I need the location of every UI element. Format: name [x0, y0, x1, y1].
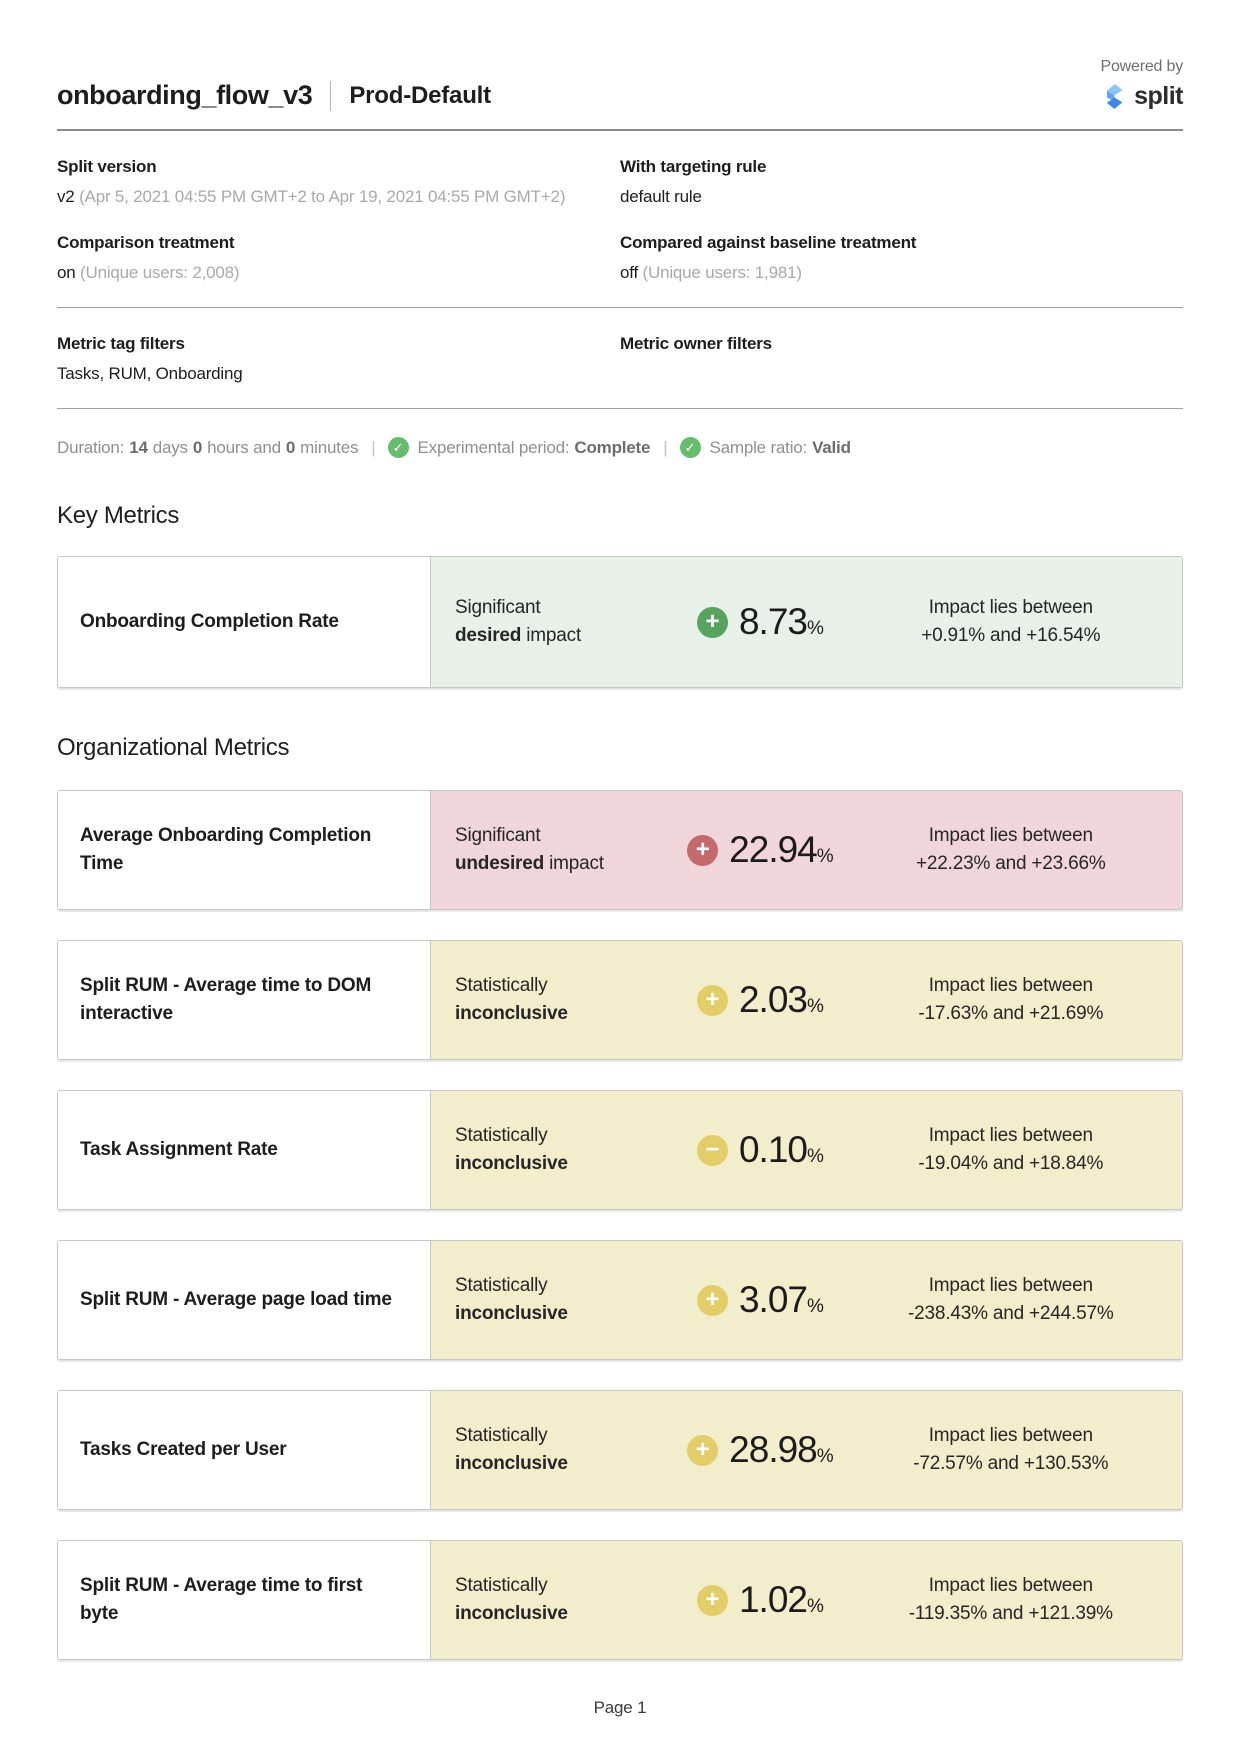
metric-status-line2 [455, 1300, 655, 1329]
metric-card [57, 1090, 1183, 1210]
metric-status-line1: Statistically [455, 974, 548, 996]
metric-status-emphasis: undesired [455, 853, 544, 874]
metric-name: Split RUM - Average page load time [58, 1241, 431, 1359]
metric-status-line1: Statistically [455, 1274, 548, 1296]
impact-range-line2: +22.23% and +23.66% [916, 853, 1106, 874]
metric-impact-number: 28.98 [729, 1429, 817, 1470]
split-version-number: v2 [57, 187, 75, 206]
key-metrics-list [57, 556, 1183, 688]
filters-section [57, 308, 1183, 408]
page-footer [57, 1698, 1183, 1718]
metric-status-emphasis: inconclusive [455, 1153, 568, 1174]
metric-value-group [655, 1579, 865, 1621]
metric-impact-range [866, 1422, 1156, 1479]
metric-name: Task Assignment Rate [58, 1091, 431, 1209]
metric-impact-value [739, 1129, 824, 1171]
comparison-treatment-value [57, 263, 620, 283]
targeting-rule-field [620, 157, 1183, 207]
impact-range-line1: Impact lies between [928, 1124, 1093, 1146]
impact-range-line1: Impact lies between [928, 974, 1093, 996]
powered-by-label: Powered by [1100, 58, 1183, 75]
metric-tag-filters-value: Tasks, RUM, Onboarding [57, 364, 243, 383]
check-circle-icon: ✓ [680, 437, 701, 458]
metric-tag-filters-field [57, 334, 620, 384]
comparison-treatment-field [57, 233, 620, 283]
metric-status-emphasis: inconclusive [455, 1003, 568, 1024]
metric-status-line1: Significant [455, 596, 541, 618]
split-logo-icon [1102, 82, 1127, 111]
plus-circle-icon: + [697, 985, 728, 1016]
sample-ratio-value: Valid [812, 437, 851, 457]
metric-impact-value [729, 1429, 834, 1471]
impact-range-line1: Impact lies between [928, 596, 1093, 618]
impact-range-line1: Impact lies between [928, 1424, 1093, 1446]
metric-impact-range [866, 1272, 1156, 1329]
metric-status-emphasis: inconclusive [455, 1303, 568, 1324]
comparison-unique-users: (Unique users: 2,008) [80, 263, 240, 282]
metric-impact-range [866, 594, 1156, 651]
metric-impact-range [866, 822, 1156, 879]
experiment-meta-section [57, 131, 1183, 307]
impact-range-line1: Impact lies between [928, 1274, 1093, 1296]
page-number: Page 1 [593, 1698, 647, 1717]
metric-impact-unit: % [806, 996, 824, 1017]
duration-hours-unit: hours and [207, 437, 281, 457]
targeting-rule-value: default rule [620, 187, 702, 206]
report-header [57, 58, 1183, 111]
split-version-dates: (Apr 5, 2021 04:55 PM GMT+2 to Apr 19, 2021 04:55 PM GMT+2) [79, 187, 566, 206]
metric-status-emphasis: inconclusive [455, 1453, 568, 1474]
impact-range-line1: Impact lies between [928, 824, 1093, 846]
metric-result [431, 1091, 1182, 1209]
metric-name: Tasks Created per User [58, 1391, 431, 1509]
plus-circle-icon: + [697, 1285, 728, 1316]
metric-value-group [655, 829, 865, 871]
metric-status-line1: Statistically [455, 1574, 548, 1596]
experiment-status-bar [57, 409, 1183, 458]
metric-status [455, 1122, 655, 1179]
comparison-treatment-name: on [57, 263, 76, 282]
metric-impact-unit: % [816, 1446, 834, 1467]
impact-range-line2: -119.35% and +121.39% [908, 1603, 1113, 1624]
metric-tag-filters-label: Metric tag filters [57, 334, 185, 353]
metric-impact-number: 2.03 [738, 979, 807, 1020]
experimental-period-label: Experimental period: [417, 437, 570, 457]
split-version-value [57, 187, 620, 207]
organizational-metrics-heading: Organizational Metrics [57, 734, 290, 761]
impact-range-line2: -238.43% and +244.57% [908, 1303, 1114, 1324]
metric-card [57, 790, 1183, 910]
metric-owner-filters-field [620, 334, 1183, 384]
metric-status-line2 [455, 1600, 655, 1629]
impact-range-line1: Impact lies between [928, 1574, 1093, 1596]
plus-circle-icon: + [687, 1435, 718, 1466]
metric-impact-range [866, 1572, 1156, 1629]
metric-status-suffix: impact [521, 625, 582, 646]
metric-status-line1: Statistically [455, 1424, 548, 1446]
metric-impact-unit: % [816, 846, 834, 867]
duration-label: Duration: [57, 437, 125, 457]
metric-impact-value [739, 601, 824, 643]
metric-impact-value [729, 829, 834, 871]
title-group [57, 80, 491, 111]
metric-card [57, 1540, 1183, 1660]
duration-days-unit: days [152, 437, 188, 457]
metric-owner-filters-label: Metric owner filters [620, 334, 772, 353]
impact-range-line2: +0.91% and +16.54% [921, 625, 1101, 646]
duration-minutes-unit: minutes [300, 437, 359, 457]
impact-range-line2: -19.04% and +18.84% [918, 1153, 1104, 1174]
metric-status-line2 [455, 1150, 655, 1179]
metric-impact-number: 0.10 [738, 1129, 807, 1170]
metric-value-group [655, 1279, 865, 1321]
metric-result [431, 941, 1182, 1059]
metric-result [431, 1241, 1182, 1359]
metric-result [431, 557, 1182, 687]
metric-status [455, 1572, 655, 1629]
metric-status-line1: Significant [455, 824, 541, 846]
targeting-rule-label: With targeting rule [620, 157, 767, 176]
baseline-treatment-label: Compared against baseline treatment [620, 233, 917, 252]
impact-range-line2: -72.57% and +130.53% [913, 1453, 1109, 1474]
metric-status-line2 [455, 1000, 655, 1029]
metric-impact-number: 22.94 [729, 829, 817, 870]
metric-card [57, 1390, 1183, 1510]
brand-block [1101, 58, 1184, 111]
metric-status-line1: Statistically [455, 1124, 548, 1146]
metric-card [57, 556, 1183, 688]
metric-card [57, 940, 1183, 1060]
metric-status-emphasis: desired [455, 625, 522, 646]
metric-value-group [655, 1429, 865, 1471]
metric-value-group [655, 601, 865, 643]
organizational-metrics-list [57, 790, 1183, 1660]
comparison-treatment-label: Comparison treatment [57, 233, 235, 252]
metric-result [431, 791, 1182, 909]
impact-range-line2: -17.63% and +21.69% [918, 1003, 1104, 1024]
metric-impact-range [866, 1122, 1156, 1179]
plus-circle-icon: + [697, 1585, 728, 1616]
brand-row [1102, 82, 1183, 111]
plus-circle-icon: + [697, 607, 728, 638]
split-version-field [57, 157, 620, 207]
metric-status-line2 [455, 622, 655, 651]
metric-status-emphasis: inconclusive [455, 1603, 568, 1624]
metric-card [57, 1240, 1183, 1360]
metric-status-suffix: impact [544, 853, 604, 874]
environment-name: Prod-Default [349, 81, 491, 109]
metric-status [455, 1272, 655, 1329]
key-metrics-heading: Key Metrics [57, 502, 180, 529]
status-separator: | [371, 437, 376, 457]
minus-circle-icon: − [697, 1135, 728, 1166]
baseline-unique-users: (Unique users: 1,981) [642, 263, 802, 282]
metric-status [455, 822, 655, 879]
metric-result [431, 1541, 1182, 1659]
experimental-period-value: Complete [574, 437, 651, 457]
plus-circle-icon: + [687, 835, 718, 866]
baseline-treatment-name: off [620, 263, 638, 282]
check-circle-icon: ✓ [388, 437, 409, 458]
baseline-treatment-field [620, 233, 1183, 283]
metric-impact-value [739, 1579, 824, 1621]
metric-value-group [655, 979, 865, 1021]
metric-impact-value [739, 1279, 824, 1321]
duration-hours: 0 [192, 437, 203, 457]
metric-status [455, 1422, 655, 1479]
metric-name: Onboarding Completion Rate [58, 557, 431, 687]
metric-result [431, 1391, 1182, 1509]
metric-status-line2 [455, 850, 655, 879]
metric-name: Split RUM - Average time to first byte [58, 1541, 431, 1659]
metric-impact-unit: % [806, 618, 824, 639]
metric-impact-unit: % [806, 1146, 824, 1167]
metric-name: Split RUM - Average time to DOM interactive [58, 941, 431, 1059]
metric-impact-value [739, 979, 824, 1021]
status-separator: | [663, 437, 668, 457]
metric-impact-range [866, 972, 1156, 1029]
split-wordmark: split [1134, 82, 1183, 110]
metric-status-line2 [455, 1450, 655, 1479]
metric-impact-number: 3.07 [738, 1279, 807, 1320]
metric-impact-unit: % [806, 1596, 824, 1617]
metric-impact-number: 1.02 [738, 1579, 807, 1620]
sample-ratio-label: Sample ratio: [709, 437, 808, 457]
metric-impact-number: 8.73 [738, 601, 807, 642]
duration-minutes: 0 [285, 437, 296, 457]
split-name-title: onboarding_flow_v3 [57, 80, 313, 110]
metric-name: Average Onboarding Completion Time [58, 791, 431, 909]
metric-status [455, 972, 655, 1029]
split-version-label: Split version [57, 157, 157, 176]
metric-impact-unit: % [806, 1296, 824, 1317]
metric-status [455, 594, 655, 651]
duration-days: 14 [129, 437, 148, 457]
metric-value-group [655, 1129, 865, 1171]
title-divider [330, 81, 331, 111]
baseline-treatment-value [620, 263, 1183, 283]
